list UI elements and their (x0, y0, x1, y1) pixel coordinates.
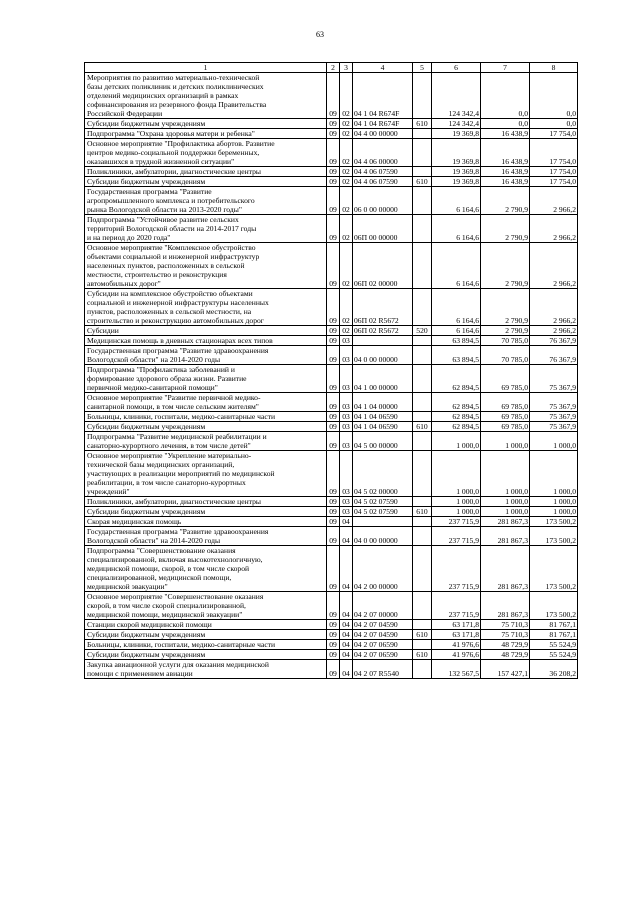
target-code-cell: 04 1 04 06590 (353, 412, 413, 422)
row-name-cell: Субсидии бюджетным учреждениям (85, 650, 327, 660)
target-code-cell: 06П 00 00000 (353, 215, 413, 243)
amount-year2-cell: 70 785,0 (481, 336, 530, 346)
row-name-cell: Государственная программа "Развитие здравоохранения Вологодской области" на 2014-2020 годы (85, 527, 327, 546)
subsection-code-cell: 03 (340, 497, 353, 507)
amount-year3-cell: 55 524,9 (530, 650, 578, 660)
amount-year3-cell: 0,0 (530, 73, 578, 119)
expense-type-cell: 520 (413, 326, 432, 336)
amount-year2-cell: 69 785,0 (481, 412, 530, 422)
row-name-cell: Подпрограмма "Совершенствование оказания специализированной, включая высокотехнологичную, медицинской помощи, скорой, в том числе скорой специализированной, медицинской помощи, медицинской эвакуации" (85, 546, 327, 592)
amount-year1-cell: 19 369,8 (432, 177, 481, 187)
section-code-cell: 09 (327, 393, 340, 412)
amount-year1-cell: 41 976,6 (432, 650, 481, 660)
amount-year2-cell: 48 729,9 (481, 650, 530, 660)
amount-year1-cell: 19 369,8 (432, 167, 481, 177)
amount-year3-cell: 76 367,9 (530, 346, 578, 365)
amount-year1-cell: 237 715,9 (432, 517, 481, 527)
column-header: 6 (432, 63, 481, 73)
subsection-code-cell: 04 (340, 650, 353, 660)
row-name-cell: Основное мероприятие "Профилактика абортов. Развитие центров медико-социальной поддержки беременных, оказавшихся в трудной жизненной ситуации" (85, 139, 327, 167)
section-code-cell: 09 (327, 119, 340, 129)
amount-year3-cell: 17 754,0 (530, 167, 578, 177)
section-code-cell: 09 (327, 73, 340, 119)
table-row (85, 243, 578, 289)
table-row (85, 215, 578, 243)
expense-type-cell (413, 167, 432, 177)
amount-year2-cell: 2 790,9 (481, 215, 530, 243)
amount-year2-cell: 16 438,9 (481, 167, 530, 177)
subsection-code-cell: 02 (340, 289, 353, 326)
section-code-cell: 09 (327, 650, 340, 660)
target-code-cell: 04 2 07 R5540 (353, 660, 413, 679)
subsection-code-cell: 03 (340, 432, 353, 451)
amount-year3-cell: 1 000,0 (530, 432, 578, 451)
row-name-cell: Субсидии бюджетным учреждениям (85, 507, 327, 517)
section-code-cell: 09 (327, 243, 340, 289)
target-code-cell: 04 0 00 00000 (353, 346, 413, 365)
table-row (85, 640, 578, 650)
expense-type-cell: 610 (413, 422, 432, 432)
subsection-code-cell: 04 (340, 517, 353, 527)
expense-type-cell (413, 660, 432, 679)
column-header: 4 (353, 63, 413, 73)
column-header: 2 (327, 63, 340, 73)
row-name-cell: Мероприятия по развитию материально-технической базы детских поликлиник и детских поликлинических отделений медицинских организаций в рамках софинансирования из резервного фонда Правительства Российской Федерации (85, 73, 327, 119)
table-row (85, 393, 578, 412)
section-code-cell: 09 (327, 365, 340, 393)
section-code-cell: 09 (327, 129, 340, 139)
amount-year1-cell: 237 715,9 (432, 592, 481, 620)
row-name-cell: Основное мероприятие "Укрепление материально- технической базы медицинских организаций, участвующих в реализации мероприятий по медицинской реабилитации, в том числе санаторно-курортных учреждений" (85, 451, 327, 497)
subsection-code-cell: 03 (340, 451, 353, 497)
expense-type-cell (413, 365, 432, 393)
target-code-cell (353, 336, 413, 346)
amount-year3-cell: 36 208,2 (530, 660, 578, 679)
amount-year1-cell: 62 894,5 (432, 393, 481, 412)
amount-year2-cell: 69 785,0 (481, 393, 530, 412)
amount-year2-cell: 2 790,9 (481, 187, 530, 215)
subsection-code-cell: 02 (340, 139, 353, 167)
target-code-cell: 04 2 07 06590 (353, 640, 413, 650)
section-code-cell: 09 (327, 187, 340, 215)
row-name-cell: Подпрограмма "Охрана здоровья матери и ребенка" (85, 129, 327, 139)
target-code-cell: 04 5 02 07590 (353, 497, 413, 507)
amount-year2-cell: 69 785,0 (481, 365, 530, 393)
subsection-code-cell: 02 (340, 73, 353, 119)
table-row (85, 167, 578, 177)
row-name-cell: Субсидии бюджетным учреждениям (85, 422, 327, 432)
amount-year3-cell: 173 500,2 (530, 546, 578, 592)
target-code-cell: 04 1 04 R674F (353, 119, 413, 129)
subsection-code-cell: 02 (340, 243, 353, 289)
target-code-cell: 04 4 06 07590 (353, 177, 413, 187)
table-row (85, 139, 578, 167)
amount-year2-cell: 157 427,1 (481, 660, 530, 679)
amount-year2-cell: 16 438,9 (481, 177, 530, 187)
amount-year2-cell: 16 438,9 (481, 129, 530, 139)
target-code-cell: 06П 02 00000 (353, 243, 413, 289)
section-code-cell: 09 (327, 451, 340, 497)
target-code-cell: 04 2 07 04590 (353, 620, 413, 630)
section-code-cell: 09 (327, 167, 340, 177)
row-name-cell: Подпрограмма "Профилактика заболеваний и формирование здорового образа жизни. Развитие первичной медико-санитарной помощи" (85, 365, 327, 393)
target-code-cell: 04 5 00 00000 (353, 432, 413, 451)
target-code-cell: 04 2 07 04590 (353, 630, 413, 640)
row-name-cell: Закупка авиационной услуги для оказания медицинской помощи с применением авиации (85, 660, 327, 679)
target-code-cell: 04 2 00 00000 (353, 546, 413, 592)
row-name-cell: Основное мероприятие "Развитие первичной медико- санитарной помощи, в том числе сельским жителям" (85, 393, 327, 412)
amount-year2-cell: 2 790,9 (481, 326, 530, 336)
amount-year1-cell: 1 000,0 (432, 497, 481, 507)
amount-year1-cell: 63 894,5 (432, 346, 481, 365)
amount-year2-cell: 281 867,3 (481, 527, 530, 546)
subsection-code-cell: 03 (340, 507, 353, 517)
subsection-code-cell: 02 (340, 187, 353, 215)
amount-year3-cell: 75 367,9 (530, 393, 578, 412)
row-name-cell: Медицинская помощь в дневных стационарах всех типов (85, 336, 327, 346)
target-code-cell: 04 2 07 06590 (353, 650, 413, 660)
expense-type-cell (413, 393, 432, 412)
table-row (85, 365, 578, 393)
amount-year2-cell: 281 867,3 (481, 546, 530, 592)
column-header: 1 (85, 63, 327, 73)
target-code-cell: 04 4 06 07590 (353, 167, 413, 177)
table-row (85, 497, 578, 507)
amount-year1-cell: 124 342,4 (432, 119, 481, 129)
subsection-code-cell: 02 (340, 215, 353, 243)
subsection-code-cell: 02 (340, 167, 353, 177)
amount-year2-cell: 0,0 (481, 119, 530, 129)
expense-type-cell (413, 187, 432, 215)
table-row (85, 451, 578, 497)
table-row (85, 630, 578, 640)
table-header-row (85, 63, 578, 73)
section-code-cell: 09 (327, 177, 340, 187)
subsection-code-cell: 03 (340, 336, 353, 346)
amount-year2-cell: 75 710,3 (481, 630, 530, 640)
section-code-cell: 09 (327, 336, 340, 346)
expense-type-cell (413, 546, 432, 592)
subsection-code-cell: 03 (340, 365, 353, 393)
table-row (85, 517, 578, 527)
row-name-cell: Скорая медицинская помощь (85, 517, 327, 527)
expense-type-cell (413, 412, 432, 422)
column-header: 3 (340, 63, 353, 73)
row-name-cell: Субсидии бюджетным учреждениям (85, 177, 327, 187)
amount-year1-cell: 62 894,5 (432, 412, 481, 422)
target-code-cell: 06П 02 R5672 (353, 326, 413, 336)
expense-type-cell (413, 346, 432, 365)
expense-type-cell (413, 451, 432, 497)
amount-year3-cell: 81 767,1 (530, 620, 578, 630)
table-row (85, 73, 578, 119)
amount-year1-cell: 63 894,5 (432, 336, 481, 346)
expense-type-cell (413, 289, 432, 326)
row-name-cell: Подпрограмма "Устойчивое развитие сельских территорий Вологодской области на 2014-2017 годы и на период до 2020 года" (85, 215, 327, 243)
amount-year3-cell: 2 966,2 (530, 326, 578, 336)
amount-year3-cell: 1 000,0 (530, 497, 578, 507)
expense-type-cell: 610 (413, 507, 432, 517)
row-name-cell: Основное мероприятие "Совершенствование оказания скорой, в том числе скорой специализированной, медицинской помощи, медицинской эвакуации" (85, 592, 327, 620)
amount-year3-cell: 75 367,9 (530, 365, 578, 393)
table-row (85, 507, 578, 517)
subsection-code-cell: 04 (340, 640, 353, 650)
amount-year3-cell: 17 754,0 (530, 129, 578, 139)
amount-year3-cell: 55 524,9 (530, 640, 578, 650)
table-row (85, 187, 578, 215)
amount-year2-cell: 281 867,3 (481, 592, 530, 620)
amount-year1-cell: 19 369,8 (432, 139, 481, 167)
row-name-cell: Больницы, клиники, госпитали, медико-санитарные части (85, 412, 327, 422)
expense-type-cell (413, 243, 432, 289)
subsection-code-cell: 04 (340, 546, 353, 592)
column-header: 8 (530, 63, 578, 73)
amount-year1-cell: 63 171,8 (432, 620, 481, 630)
amount-year1-cell: 19 369,8 (432, 129, 481, 139)
amount-year2-cell: 69 785,0 (481, 422, 530, 432)
amount-year3-cell: 2 966,2 (530, 187, 578, 215)
table-row (85, 412, 578, 422)
target-code-cell (353, 517, 413, 527)
row-name-cell: Субсидии бюджетным учреждениям (85, 119, 327, 129)
amount-year1-cell: 6 164,6 (432, 289, 481, 326)
row-name-cell: Субсидии бюджетным учреждениям (85, 630, 327, 640)
amount-year2-cell: 48 729,9 (481, 640, 530, 650)
row-name-cell: Субсидии на комплексное обустройство объектами социальной и инженерной инфраструктуры населенных пунктов, расположенных в сельской местности, на строительство и реконструкцию автомобильных дорог (85, 289, 327, 326)
table-row (85, 336, 578, 346)
amount-year2-cell: 1 000,0 (481, 507, 530, 517)
section-code-cell: 09 (327, 620, 340, 630)
table-row (85, 346, 578, 365)
column-header: 7 (481, 63, 530, 73)
amount-year1-cell: 132 567,5 (432, 660, 481, 679)
subsection-code-cell: 03 (340, 412, 353, 422)
amount-year2-cell: 281 867,3 (481, 517, 530, 527)
amount-year3-cell: 173 500,2 (530, 527, 578, 546)
amount-year3-cell: 76 367,9 (530, 336, 578, 346)
table-row (85, 546, 578, 592)
row-name-cell: Основное мероприятие "Комплексное обустройство объектами социальной и инженерной инфраструктур населенных пунктов, расположенных в сельской местности, строительство и реконструкция автомобильных дорог" (85, 243, 327, 289)
amount-year1-cell: 41 976,6 (432, 640, 481, 650)
amount-year2-cell: 0,0 (481, 73, 530, 119)
amount-year2-cell: 70 785,0 (481, 346, 530, 365)
amount-year3-cell: 17 754,0 (530, 139, 578, 167)
expense-type-cell (413, 517, 432, 527)
amount-year3-cell: 0,0 (530, 119, 578, 129)
column-header: 5 (413, 63, 432, 73)
section-code-cell: 09 (327, 432, 340, 451)
amount-year3-cell: 173 500,2 (530, 517, 578, 527)
amount-year3-cell: 2 966,2 (530, 243, 578, 289)
section-code-cell: 09 (327, 215, 340, 243)
table-row (85, 177, 578, 187)
amount-year3-cell: 81 767,1 (530, 630, 578, 640)
amount-year1-cell: 1 000,0 (432, 432, 481, 451)
expense-type-cell (413, 497, 432, 507)
page-number: 63 (316, 30, 324, 39)
subsection-code-cell: 02 (340, 129, 353, 139)
subsection-code-cell: 04 (340, 620, 353, 630)
section-code-cell: 09 (327, 507, 340, 517)
budget-table (84, 62, 578, 679)
expense-type-cell (413, 527, 432, 546)
target-code-cell: 04 5 02 00000 (353, 451, 413, 497)
amount-year1-cell: 62 894,5 (432, 422, 481, 432)
subsection-code-cell: 04 (340, 630, 353, 640)
section-code-cell: 09 (327, 546, 340, 592)
table-row (85, 432, 578, 451)
row-name-cell: Государственная программа "Развитие здравоохранения Вологодской области" на 2014-2020 годы (85, 346, 327, 365)
amount-year2-cell: 75 710,3 (481, 620, 530, 630)
target-code-cell: 04 5 02 07590 (353, 507, 413, 517)
row-name-cell: Поликлиники, амбулатории, диагностические центры (85, 497, 327, 507)
amount-year1-cell: 62 894,5 (432, 365, 481, 393)
target-code-cell: 04 1 04 00000 (353, 393, 413, 412)
amount-year2-cell: 2 790,9 (481, 289, 530, 326)
section-code-cell: 09 (327, 326, 340, 336)
section-code-cell: 09 (327, 517, 340, 527)
amount-year3-cell: 75 367,9 (530, 412, 578, 422)
expense-type-cell (413, 129, 432, 139)
amount-year2-cell: 1 000,0 (481, 432, 530, 451)
section-code-cell: 09 (327, 412, 340, 422)
expense-type-cell (413, 139, 432, 167)
target-code-cell: 04 2 07 00000 (353, 592, 413, 620)
table-row (85, 650, 578, 660)
subsection-code-cell: 03 (340, 346, 353, 365)
section-code-cell: 09 (327, 630, 340, 640)
amount-year2-cell: 16 438,9 (481, 139, 530, 167)
expense-type-cell (413, 432, 432, 451)
target-code-cell: 04 1 04 06590 (353, 422, 413, 432)
amount-year3-cell: 75 367,9 (530, 422, 578, 432)
table-row (85, 422, 578, 432)
target-code-cell: 04 1 04 R674F (353, 73, 413, 119)
amount-year1-cell: 1 000,0 (432, 507, 481, 517)
amount-year1-cell: 6 164,6 (432, 326, 481, 336)
amount-year1-cell: 63 171,8 (432, 630, 481, 640)
section-code-cell: 09 (327, 422, 340, 432)
subsection-code-cell: 02 (340, 119, 353, 129)
target-code-cell: 04 4 06 00000 (353, 139, 413, 167)
subsection-code-cell: 04 (340, 527, 353, 546)
amount-year3-cell: 1 000,0 (530, 507, 578, 517)
amount-year1-cell: 237 715,9 (432, 546, 481, 592)
section-code-cell: 09 (327, 640, 340, 650)
amount-year2-cell: 1 000,0 (481, 451, 530, 497)
amount-year1-cell: 6 164,6 (432, 243, 481, 289)
section-code-cell: 09 (327, 527, 340, 546)
section-code-cell: 09 (327, 346, 340, 365)
row-name-cell: Подпрограмма "Развитие медицинской реабилитации и санаторно-курортного лечения, в том числе детей" (85, 432, 327, 451)
row-name-cell: Субсидии (85, 326, 327, 336)
subsection-code-cell: 02 (340, 177, 353, 187)
expense-type-cell: 610 (413, 177, 432, 187)
subsection-code-cell: 03 (340, 393, 353, 412)
section-code-cell: 09 (327, 592, 340, 620)
amount-year3-cell: 173 500,2 (530, 592, 578, 620)
target-code-cell: 06П 02 R5672 (353, 289, 413, 326)
amount-year1-cell: 1 000,0 (432, 451, 481, 497)
subsection-code-cell: 02 (340, 326, 353, 336)
amount-year3-cell: 2 966,2 (530, 215, 578, 243)
amount-year1-cell: 6 164,6 (432, 187, 481, 215)
expense-type-cell: 610 (413, 119, 432, 129)
amount-year3-cell: 17 754,0 (530, 177, 578, 187)
expense-type-cell (413, 215, 432, 243)
target-code-cell: 06 0 00 00000 (353, 187, 413, 215)
amount-year2-cell: 1 000,0 (481, 497, 530, 507)
subsection-code-cell: 04 (340, 592, 353, 620)
target-code-cell: 04 0 00 00000 (353, 527, 413, 546)
amount-year2-cell: 2 790,9 (481, 243, 530, 289)
expense-type-cell: 610 (413, 650, 432, 660)
section-code-cell: 09 (327, 289, 340, 326)
subsection-code-cell: 03 (340, 422, 353, 432)
row-name-cell: Государственная программа "Развитие агропромышленного комплекса и потребительского рынка Вологодской области на 2013-2020 годы" (85, 187, 327, 215)
amount-year3-cell: 1 000,0 (530, 451, 578, 497)
expense-type-cell (413, 592, 432, 620)
expense-type-cell: 610 (413, 630, 432, 640)
table-row (85, 660, 578, 679)
expense-type-cell (413, 336, 432, 346)
expense-type-cell (413, 640, 432, 650)
row-name-cell: Поликлиники, амбулатории, диагностические центры (85, 167, 327, 177)
target-code-cell: 04 1 00 00000 (353, 365, 413, 393)
amount-year1-cell: 237 715,9 (432, 527, 481, 546)
row-name-cell: Станции скорой медицинской помощи (85, 620, 327, 630)
amount-year1-cell: 6 164,6 (432, 215, 481, 243)
table-row (85, 129, 578, 139)
table-row (85, 289, 578, 326)
target-code-cell: 04 4 00 00000 (353, 129, 413, 139)
table-row (85, 527, 578, 546)
expense-type-cell (413, 73, 432, 119)
table-row (85, 119, 578, 129)
table-row (85, 620, 578, 630)
section-code-cell: 09 (327, 497, 340, 507)
expense-type-cell (413, 620, 432, 630)
table-row (85, 592, 578, 620)
row-name-cell: Больницы, клиники, госпитали, медико-санитарные части (85, 640, 327, 650)
amount-year1-cell: 124 342,4 (432, 73, 481, 119)
table-row (85, 326, 578, 336)
amount-year3-cell: 2 966,2 (530, 289, 578, 326)
subsection-code-cell: 04 (340, 660, 353, 679)
section-code-cell: 09 (327, 139, 340, 167)
section-code-cell: 09 (327, 660, 340, 679)
